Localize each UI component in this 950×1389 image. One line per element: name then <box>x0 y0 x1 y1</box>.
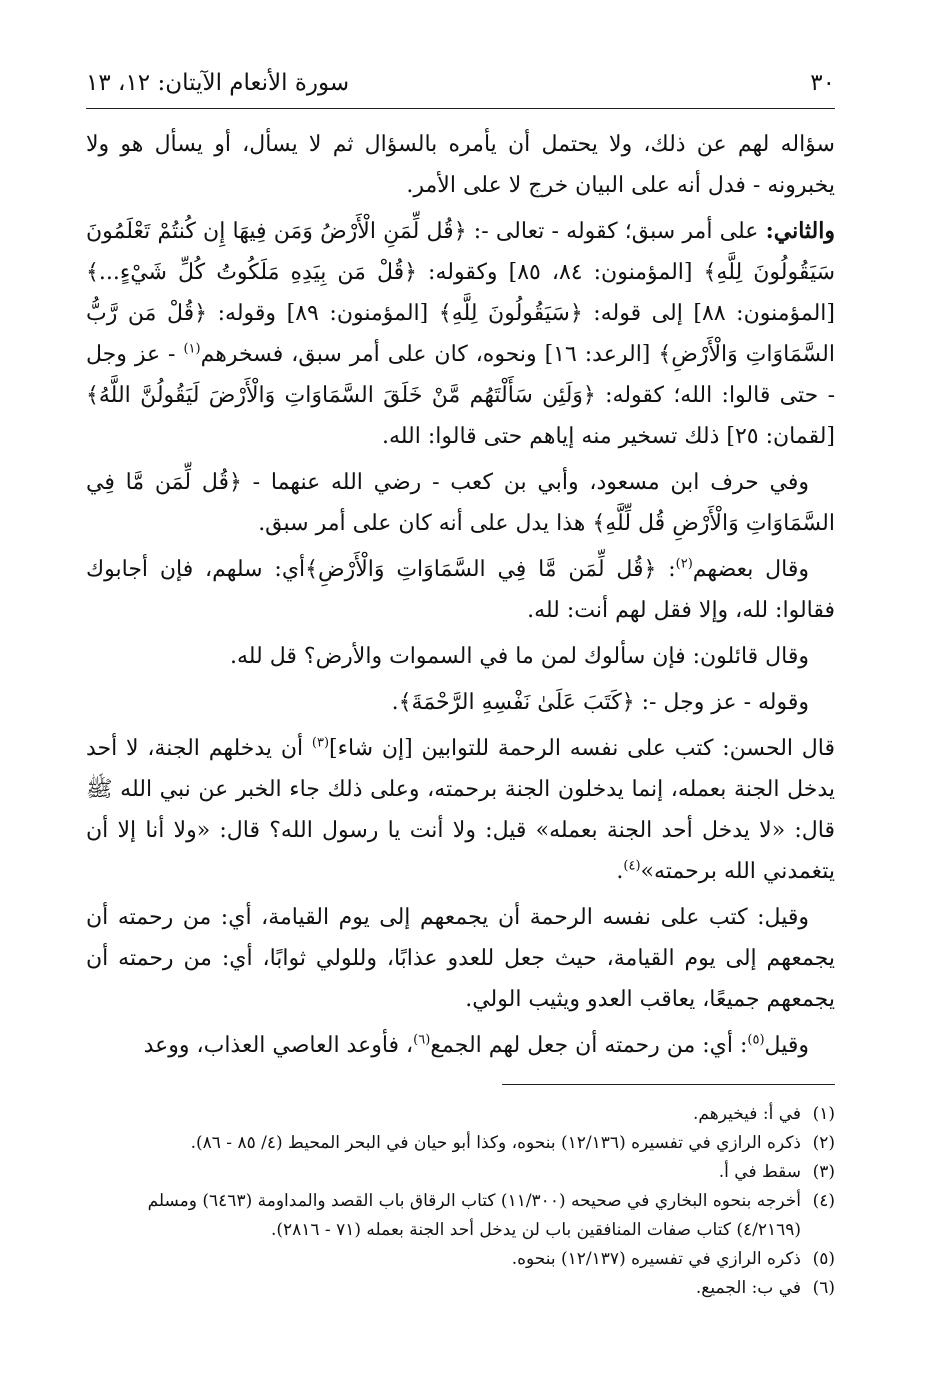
footnote-text: في أ: فيخيرهم. <box>693 1104 801 1124</box>
footnote <box>86 1129 835 1158</box>
section-lead: والثاني: <box>765 218 835 244</box>
footnote-marker[interactable]: (٥) <box>747 1032 765 1048</box>
footnote-number: (٣) <box>812 1162 835 1182</box>
footnote-marker[interactable]: (٢) <box>675 556 693 572</box>
footnote-number: (٤) <box>812 1191 835 1211</box>
footnote-text: أخرجه بنحوه البخاري في صحيحه (١١/٣٠٠) كتاب الرقاق باب القصد والمداومة (٦٤٦٣) ومسلم (٤/٢١٦٩) كتاب صفات المنافقين باب لن يدخل أحد الجنة بعمله (٧١ - ٢٨١٦). <box>147 1191 801 1240</box>
paragraph: وفي حرف ابن مسعود، وأبي بن كعب - رضي الله عنهما - ﴿قُل لِّمَن مَّا فِي السَّمَاوَاتِ وَالْأَرْضِ قُل لِّلَّهِ﴾ هذا يدل على أنه كان على أمر سبق. <box>86 470 835 536</box>
footnote <box>86 1187 835 1245</box>
paragraph: وقال بعضهم$^{(٢)}$: ﴿قُل لِّمَن مَّا فِي السَّمَاوَاتِ وَالْأَرْضِ﴾أي: سلهم، فإن أجابوك فقالوا: لله، وإلا فقل لهم أنت: لله. <box>86 556 835 623</box>
paragraph: وقيل: كتب على نفسه الرحمة أن يجمعهم إلى يوم القيامة، أي: من رحمته أن يجمعهم إلى يوم القيامة، حيث جعل للعدو عذابًا، وللولي ثوابًا، أي: من رحمته أن يجمعهم جميعًا، يعاقب العدو ويثيب الولي. <box>86 905 835 1012</box>
footnote-number: (١) <box>812 1104 835 1124</box>
paragraph: وقوله - عز وجل -: ﴿كَتَبَ عَلَىٰ نَفْسِهِ الرَّحْمَةَ﴾. <box>391 690 809 715</box>
footnote <box>86 1158 835 1187</box>
paragraph: سؤاله لهم عن ذلك، ولا يحتمل أن يأمره بالسؤال ثم لا يسأل، أو يسأل هو ولا يخبرونه - فدل أنه على البيان خرج لا على الأمر. <box>86 132 835 198</box>
paragraph: قال الحسن: كتب على نفسه الرحمة للتوابين [إن شاء]$^{(٣)}$ أن يدخلهم الجنة، لا أحد يدخل الجنة بعمله، إنما يدخلون الجنة برحمته، وعلى ذلك جاء الخبر عن نبي الله ﷺ قال: «لا يدخل أحد الجنة بعمله» قيل: ولا أنت يا رسول الله؟ قال: «ولا أنا إلا أن يتغمدني الله برحمته»$^{(٤)}$. <box>86 735 835 884</box>
footnote <box>86 1245 835 1274</box>
paragraph: والثاني: على أمر سبق؛ كقوله - تعالى -: ﴿قُل لِّمَنِ الْأَرْضُ وَمَن فِيهَا إِن كُنتُمْ تَعْلَمُونَ سَيَقُولُونَ لِلَّهِ﴾ [المؤمنون: ٨٤، ٨٥] وكقوله: ﴿قُلْ مَن بِيَدِهِ مَلَكُوتُ كُلِّ شَيْءٍ...﴾ [المؤمنون: ٨٨] إلى قوله: ﴿سَيَقُولُونَ لِلَّهِ﴾ [المؤمنون: ٨٩] وقوله: ﴿قُلْ مَن رَّبُّ السَّمَاوَاتِ وَالْأَرْضِ﴾ [الرعد: ١٦] ونحوه، كان على أمر سبق، فسخرهم$^{(١)}$ - عز وجل - حتى قالوا: الله؛ كقوله: ﴿وَلَئِن سَأَلْتَهُم مَّنْ خَلَقَ السَّمَاوَاتِ وَالْأَرْضَ لَيَقُولُنَّ اللَّهُ﴾ [لقمان: ٢٥] ذلك تسخير منه إياهم حتى قالوا: الله. <box>86 218 836 449</box>
footnote-marker[interactable]: (٦) <box>413 1032 431 1048</box>
footnote-marker[interactable]: (١) <box>183 341 201 357</box>
running-header <box>86 66 835 100</box>
footnote-marker[interactable]: (٤) <box>623 858 641 874</box>
paragraph: وقيل$^{(٥)}$: أي: من رحمته أن جعل لهم الجمع$^{(٦)}$، فأوعد العاصي العذاب، ووعد <box>143 1032 809 1058</box>
footnote-text: ذكره الرازي في تفسيره (١٢/١٣٧) بنحوه. <box>511 1249 801 1269</box>
footnote-text: في ب: الجميع. <box>695 1278 801 1298</box>
footnote-number: (٦) <box>812 1278 835 1298</box>
main-text <box>86 124 835 1071</box>
paragraph: وقال قائلون: فإن سألوك لمن ما في السموات والأرض؟ قل لله. <box>229 644 809 669</box>
footnote-number: (٢) <box>812 1133 835 1153</box>
footnote-text: ذكره الرازي في تفسيره (١٢/١٣٦) بنحوه، وكذا أبو حيان في البحر المحيط (٤/ ٨٥ - ٨٦). <box>190 1133 801 1153</box>
footnote-text: سقط في أ. <box>718 1162 801 1182</box>
footnote-divider <box>502 1084 835 1085</box>
footnote-number: (٥) <box>812 1249 835 1269</box>
page-number: ٣٠ <box>810 70 835 96</box>
footnote-marker[interactable]: (٣) <box>311 735 330 751</box>
footnote <box>86 1100 835 1129</box>
footnote <box>86 1274 835 1303</box>
footnotes <box>86 1100 835 1303</box>
header-rule <box>86 108 835 109</box>
running-title: سورة الأنعام الآيتان: ١٢، ١٣ <box>86 70 350 96</box>
